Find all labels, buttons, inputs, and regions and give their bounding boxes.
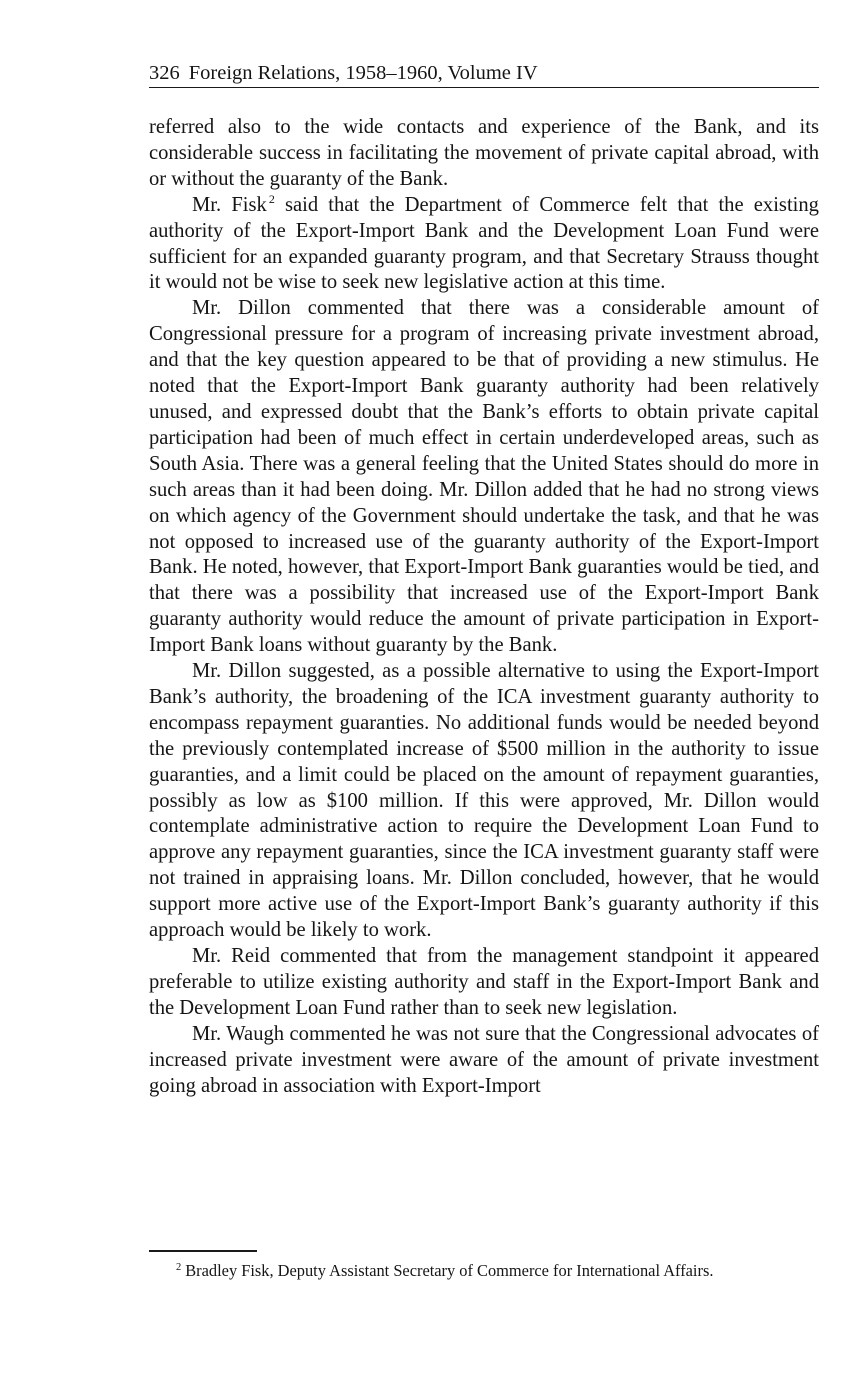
paragraph-text: referred also to the wide contacts and experience of the Bank, and its considerable success in facilitating the movement of private capital abroad, with or without the guaranty of the Bank. [149,116,819,190]
paragraph-text: Mr. Waugh commented he was not sure that the Congressional advocates of increased private investment were aware of the amount of private investment going abroad in association with Export-Import [149,1022,819,1097]
running-head [149,60,819,88]
paragraph-2 [149,193,819,297]
paragraph-text: Mr. Reid commented that from the management standpoint it appeared preferable to utilize existing authority and staff in the Export-Import Bank and the Development Loan Fund rather than to seek new legislation. [149,945,819,1019]
paragraph-4 [149,659,819,944]
page-number: 326 [149,62,180,84]
paragraph-text: Mr. Dillon suggested, as a possible alternative to using the Export-Import Bank’s authority, the broadening of the ICA investment guaranty authority to encompass repayment guaranties. No additional funds would be needed beyond the previously contemplated increase of $500 million in the authority to issue guaranties, and a limit could be placed on the amount of repayment guaranties, possibly as low as $100 million. If this were approved, Mr. Dillon would contemplate administrative action to require the Development Loan Fund to approve any repayment guaranties, since the ICA investment guaranty staff were not trained in appraising loans. Mr. Dillon concluded, however, that he would support more active use of the Export-Import Bank’s guaranty authority if this approach would be likely to work. [149,660,819,942]
footnote-text: Bradley Fisk, Deputy Assistant Secretary of Commerce for International Affairs. [185,1261,714,1280]
footnote [176,1261,819,1281]
paragraph-1 [149,115,819,193]
running-title: Foreign Relations, 1958–1960, Volume IV [188,62,538,84]
document-page [149,60,819,1099]
footnote-reference: 2 [268,191,275,206]
footnote-divider [149,1250,257,1252]
paragraph-text: Mr. Dillon commented that there was a considerable amount of Congressional pressure for a program of increasing private investment abroad, and that the key question appeared to be that of providing a new stimulus. He noted that the Export-Import Bank guaranty authority had been relatively unused, and expressed doubt that the Bank’s efforts to obtain private capital participation had been of much effect in certain underdeveloped areas, such as South Asia. There was a general feeling that the United States should do more in such areas than it had been doing. Mr. Dillon added that he had no strong views on which agency of the Government should undertake the task, and that he was not opposed to increased use of the guaranty authority of the Export-Import Bank. He noted, however, that Export-Import Bank guaranties would be tied, and that there was a possibility that increased use of the Export-Import Bank guaranty authority would reduce the amount of private participation in Export-Import Bank loans without guaranty by the Bank. [149,297,820,657]
paragraph-lead: Mr. Fisk [192,193,267,216]
paragraph-5 [149,944,819,1022]
footnote-mark: 2 [176,1261,182,1273]
paragraph-3 [149,296,819,659]
body-text [149,115,819,1099]
paragraph-6 [149,1022,819,1100]
paragraph-text: said that the Department of Commerce felt that the existing authority of the Export-Import Bank and the Development Loan Fund were sufficient for an expanded guaranty program, and that Secretary Strauss thought it would not be wise to seek new legislative action at this time. [149,193,819,294]
